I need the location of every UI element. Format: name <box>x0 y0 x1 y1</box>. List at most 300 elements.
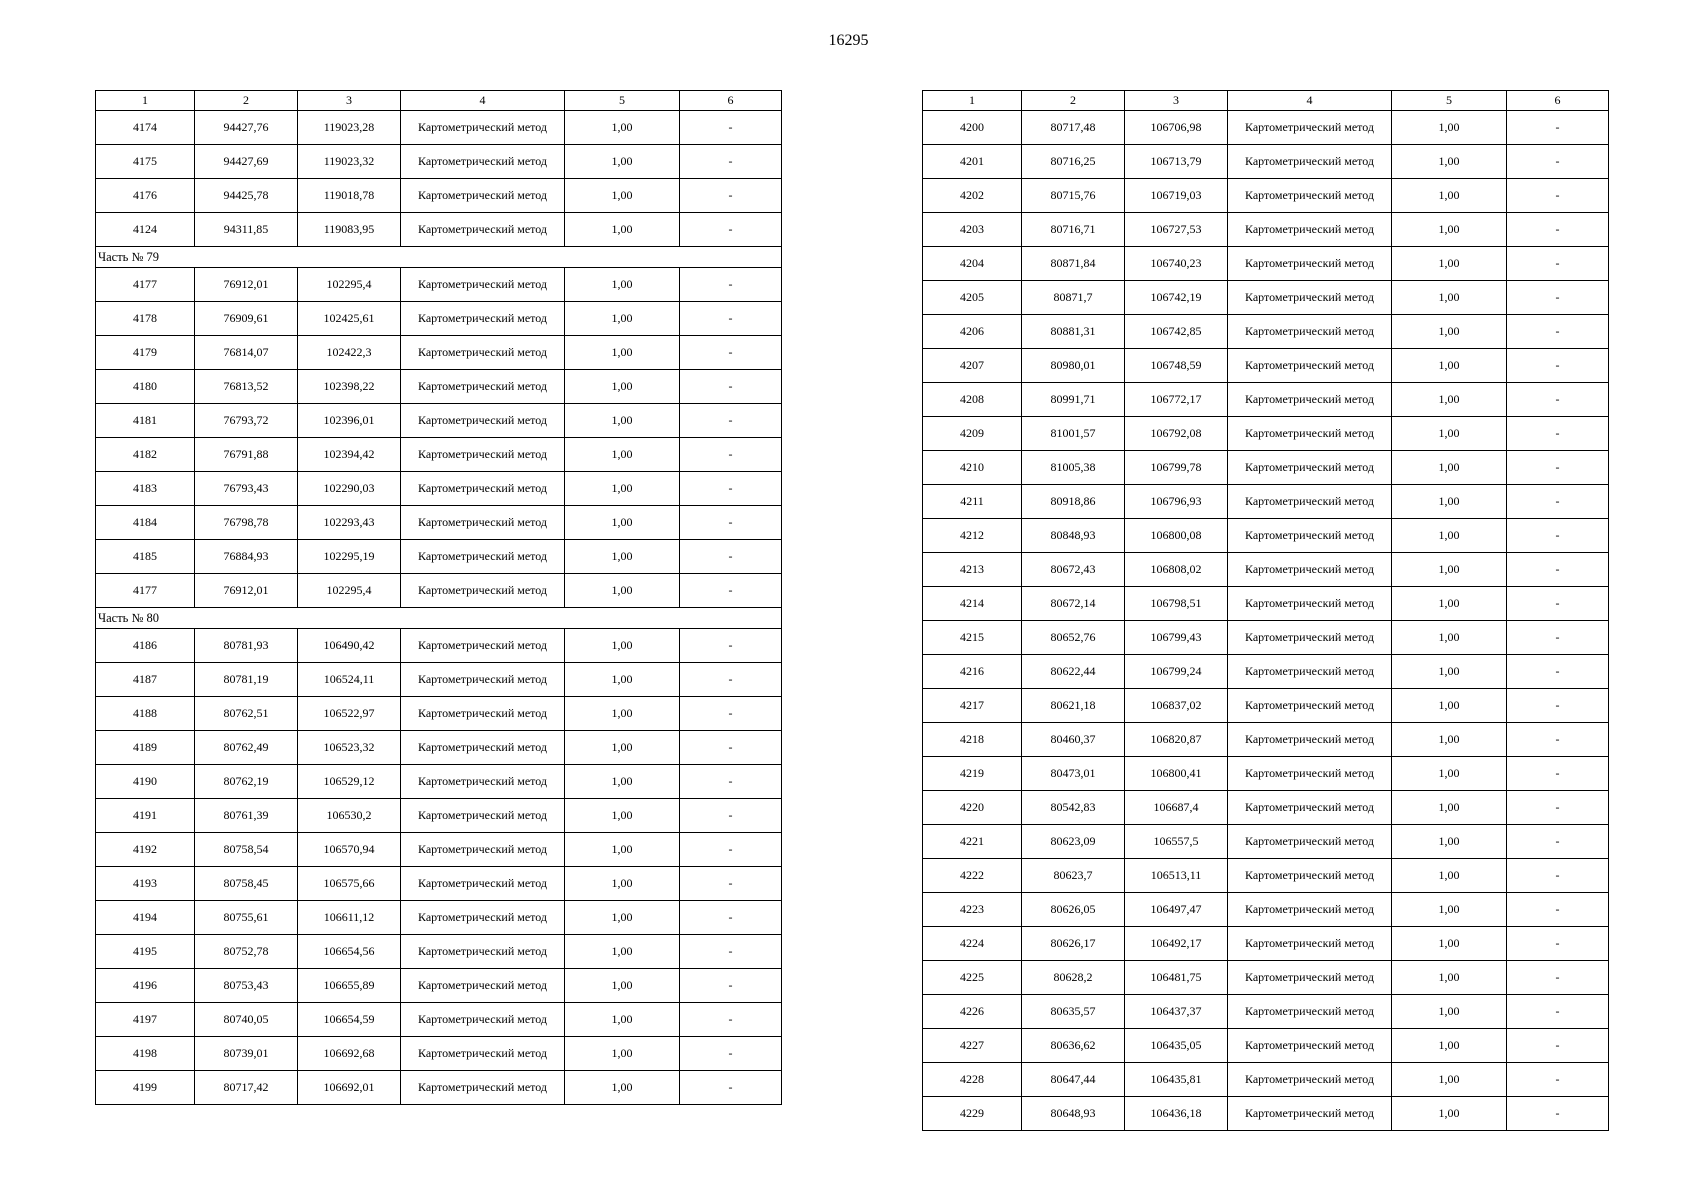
note-cell: - <box>680 629 782 663</box>
note-cell: - <box>1507 383 1609 417</box>
x-coordinate-cell: 80717,48 <box>1022 111 1125 145</box>
table-row <box>96 574 782 608</box>
table-row <box>96 663 782 697</box>
table-row <box>923 723 1609 757</box>
method-cell: Картометрический метод <box>401 867 565 901</box>
y-coordinate-cell: 106435,05 <box>1125 1029 1228 1063</box>
y-coordinate-cell: 102290,03 <box>298 472 401 506</box>
y-coordinate-cell: 106435,81 <box>1125 1063 1228 1097</box>
x-coordinate-cell: 80781,19 <box>195 663 298 697</box>
x-coordinate-cell: 80752,78 <box>195 935 298 969</box>
x-coordinate-cell: 80881,31 <box>1022 315 1125 349</box>
accuracy-cell: 1,00 <box>1392 893 1507 927</box>
method-cell: Картометрический метод <box>1228 247 1392 281</box>
table-row <box>96 179 782 213</box>
accuracy-cell: 1,00 <box>1392 315 1507 349</box>
note-cell: - <box>680 867 782 901</box>
note-cell: - <box>680 506 782 540</box>
x-coordinate-cell: 76793,72 <box>195 404 298 438</box>
header-row <box>923 91 1609 111</box>
table-row <box>96 629 782 663</box>
x-coordinate-cell: 80739,01 <box>195 1037 298 1071</box>
y-coordinate-cell: 102425,61 <box>298 302 401 336</box>
note-cell: - <box>680 370 782 404</box>
method-cell: Картометрический метод <box>1228 961 1392 995</box>
y-coordinate-cell: 106687,4 <box>1125 791 1228 825</box>
x-coordinate-cell: 80762,51 <box>195 697 298 731</box>
table-row <box>96 506 782 540</box>
method-cell: Картометрический метод <box>401 540 565 574</box>
y-coordinate-cell: 106522,97 <box>298 697 401 731</box>
x-coordinate-cell: 80980,01 <box>1022 349 1125 383</box>
table-row <box>923 553 1609 587</box>
method-cell: Картометрический метод <box>1228 825 1392 859</box>
point-number-cell: 4191 <box>96 799 195 833</box>
note-cell: - <box>1507 213 1609 247</box>
method-cell: Картометрический метод <box>401 179 565 213</box>
point-number-cell: 4174 <box>96 111 195 145</box>
y-coordinate-cell: 106529,12 <box>298 765 401 799</box>
accuracy-cell: 1,00 <box>1392 553 1507 587</box>
table-row <box>96 302 782 336</box>
table-row <box>923 213 1609 247</box>
x-coordinate-cell: 80781,93 <box>195 629 298 663</box>
x-coordinate-cell: 94311,85 <box>195 213 298 247</box>
table-row <box>96 969 782 1003</box>
x-coordinate-cell: 80652,76 <box>1022 621 1125 655</box>
x-coordinate-cell: 80753,43 <box>195 969 298 1003</box>
point-number-cell: 4217 <box>923 689 1022 723</box>
column-header: 6 <box>680 91 782 111</box>
method-cell: Картометрический метод <box>1228 757 1392 791</box>
table-row <box>923 995 1609 1029</box>
column-header: 3 <box>298 91 401 111</box>
table-row <box>96 1003 782 1037</box>
method-cell: Картометрический метод <box>401 765 565 799</box>
x-coordinate-cell: 80761,39 <box>195 799 298 833</box>
accuracy-cell: 1,00 <box>1392 1097 1507 1131</box>
x-coordinate-cell: 80636,62 <box>1022 1029 1125 1063</box>
y-coordinate-cell: 106719,03 <box>1125 179 1228 213</box>
point-number-cell: 4124 <box>96 213 195 247</box>
accuracy-cell: 1,00 <box>1392 791 1507 825</box>
point-number-cell: 4195 <box>96 935 195 969</box>
header-row <box>96 91 782 111</box>
accuracy-cell: 1,00 <box>565 765 680 799</box>
table-row <box>96 867 782 901</box>
x-coordinate-cell: 80623,7 <box>1022 859 1125 893</box>
x-coordinate-cell: 80621,18 <box>1022 689 1125 723</box>
table-row <box>923 179 1609 213</box>
point-number-cell: 4204 <box>923 247 1022 281</box>
point-number-cell: 4200 <box>923 111 1022 145</box>
accuracy-cell: 1,00 <box>1392 281 1507 315</box>
table-row <box>923 315 1609 349</box>
y-coordinate-cell: 106497,47 <box>1125 893 1228 927</box>
table-row <box>923 1029 1609 1063</box>
table-row <box>923 247 1609 281</box>
table-row <box>96 111 782 145</box>
note-cell: - <box>1507 111 1609 145</box>
x-coordinate-cell: 76813,52 <box>195 370 298 404</box>
note-cell: - <box>1507 723 1609 757</box>
note-cell: - <box>1507 315 1609 349</box>
method-cell: Картометрический метод <box>401 901 565 935</box>
method-cell: Картометрический метод <box>401 438 565 472</box>
x-coordinate-cell: 76793,43 <box>195 472 298 506</box>
table-row <box>96 901 782 935</box>
table-row <box>96 336 782 370</box>
note-cell: - <box>1507 281 1609 315</box>
table-row <box>96 833 782 867</box>
point-number-cell: 4202 <box>923 179 1022 213</box>
table-row <box>96 213 782 247</box>
note-cell: - <box>1507 995 1609 1029</box>
point-number-cell: 4209 <box>923 417 1022 451</box>
x-coordinate-cell: 80755,61 <box>195 901 298 935</box>
accuracy-cell: 1,00 <box>565 213 680 247</box>
table-row <box>923 927 1609 961</box>
table-row <box>96 404 782 438</box>
method-cell: Картометрический метод <box>1228 179 1392 213</box>
note-cell: - <box>680 731 782 765</box>
note-cell: - <box>1507 179 1609 213</box>
method-cell: Картометрический метод <box>1228 1029 1392 1063</box>
accuracy-cell: 1,00 <box>1392 417 1507 451</box>
note-cell: - <box>680 472 782 506</box>
table-row <box>923 961 1609 995</box>
table-row <box>96 268 782 302</box>
note-cell: - <box>680 1003 782 1037</box>
y-coordinate-cell: 106436,18 <box>1125 1097 1228 1131</box>
column-header: 1 <box>96 91 195 111</box>
method-cell: Картометрический метод <box>1228 995 1392 1029</box>
table-row <box>923 757 1609 791</box>
note-cell: - <box>1507 825 1609 859</box>
note-cell: - <box>1507 587 1609 621</box>
point-number-cell: 4197 <box>96 1003 195 1037</box>
table-row <box>923 1097 1609 1131</box>
note-cell: - <box>680 302 782 336</box>
method-cell: Картометрический метод <box>401 731 565 765</box>
method-cell: Картометрический метод <box>401 404 565 438</box>
x-coordinate-cell: 80460,37 <box>1022 723 1125 757</box>
x-coordinate-cell: 80991,71 <box>1022 383 1125 417</box>
method-cell: Картометрический метод <box>1228 655 1392 689</box>
method-cell: Картометрический метод <box>1228 213 1392 247</box>
section-title: Часть № 80 <box>96 608 782 629</box>
x-coordinate-cell: 94427,69 <box>195 145 298 179</box>
table-row <box>923 383 1609 417</box>
y-coordinate-cell: 106692,01 <box>298 1071 401 1105</box>
method-cell: Картометрический метод <box>1228 281 1392 315</box>
method-cell: Картометрический метод <box>1228 485 1392 519</box>
x-coordinate-cell: 94425,78 <box>195 179 298 213</box>
table-row <box>96 540 782 574</box>
note-cell: - <box>680 111 782 145</box>
note-cell: - <box>1507 485 1609 519</box>
note-cell: - <box>680 765 782 799</box>
accuracy-cell: 1,00 <box>565 935 680 969</box>
point-number-cell: 4175 <box>96 145 195 179</box>
method-cell: Картометрический метод <box>401 268 565 302</box>
point-number-cell: 4203 <box>923 213 1022 247</box>
x-coordinate-cell: 80622,44 <box>1022 655 1125 689</box>
y-coordinate-cell: 106837,02 <box>1125 689 1228 723</box>
note-cell: - <box>680 336 782 370</box>
column-header: 5 <box>565 91 680 111</box>
accuracy-cell: 1,00 <box>565 799 680 833</box>
y-coordinate-cell: 102394,42 <box>298 438 401 472</box>
x-coordinate-cell: 81005,38 <box>1022 451 1125 485</box>
x-coordinate-cell: 80623,09 <box>1022 825 1125 859</box>
y-coordinate-cell: 102295,19 <box>298 540 401 574</box>
accuracy-cell: 1,00 <box>1392 723 1507 757</box>
accuracy-cell: 1,00 <box>1392 927 1507 961</box>
column-header: 3 <box>1125 91 1228 111</box>
point-number-cell: 4181 <box>96 404 195 438</box>
page-number: 16295 <box>828 32 869 49</box>
column-header: 2 <box>1022 91 1125 111</box>
note-cell: - <box>1507 927 1609 961</box>
method-cell: Картометрический метод <box>1228 553 1392 587</box>
point-number-cell: 4225 <box>923 961 1022 995</box>
column-header: 4 <box>401 91 565 111</box>
x-coordinate-cell: 80716,71 <box>1022 213 1125 247</box>
point-number-cell: 4193 <box>96 867 195 901</box>
method-cell: Картометрический метод <box>1228 315 1392 349</box>
accuracy-cell: 1,00 <box>565 969 680 1003</box>
column-header: 6 <box>1507 91 1609 111</box>
method-cell: Картометрический метод <box>401 799 565 833</box>
table-row <box>923 893 1609 927</box>
x-coordinate-cell: 76909,61 <box>195 302 298 336</box>
table-row <box>923 791 1609 825</box>
point-number-cell: 4207 <box>923 349 1022 383</box>
method-cell: Картометрический метод <box>1228 451 1392 485</box>
point-number-cell: 4196 <box>96 969 195 1003</box>
note-cell: - <box>1507 451 1609 485</box>
method-cell: Картометрический метод <box>401 213 565 247</box>
method-cell: Картометрический метод <box>1228 927 1392 961</box>
y-coordinate-cell: 102293,43 <box>298 506 401 540</box>
table-row <box>923 621 1609 655</box>
x-coordinate-cell: 80626,05 <box>1022 893 1125 927</box>
note-cell: - <box>1507 757 1609 791</box>
coordinates-table-right <box>922 90 1609 1131</box>
accuracy-cell: 1,00 <box>1392 145 1507 179</box>
method-cell: Картометрический метод <box>401 935 565 969</box>
method-cell: Картометрический метод <box>1228 689 1392 723</box>
y-coordinate-cell: 106798,51 <box>1125 587 1228 621</box>
point-number-cell: 4206 <box>923 315 1022 349</box>
method-cell: Картометрический метод <box>1228 893 1392 927</box>
x-coordinate-cell: 80717,42 <box>195 1071 298 1105</box>
table-row <box>96 472 782 506</box>
note-cell: - <box>1507 247 1609 281</box>
note-cell: - <box>680 438 782 472</box>
y-coordinate-cell: 119023,28 <box>298 111 401 145</box>
note-cell: - <box>680 145 782 179</box>
y-coordinate-cell: 106800,08 <box>1125 519 1228 553</box>
y-coordinate-cell: 106799,24 <box>1125 655 1228 689</box>
x-coordinate-cell: 76912,01 <box>195 268 298 302</box>
table-row <box>923 519 1609 553</box>
note-cell: - <box>1507 859 1609 893</box>
accuracy-cell: 1,00 <box>565 1003 680 1037</box>
table-row <box>923 1063 1609 1097</box>
point-number-cell: 4226 <box>923 995 1022 1029</box>
table-row <box>923 859 1609 893</box>
y-coordinate-cell: 106692,68 <box>298 1037 401 1071</box>
note-cell: - <box>1507 1029 1609 1063</box>
table-row <box>96 935 782 969</box>
accuracy-cell: 1,00 <box>1392 995 1507 1029</box>
y-coordinate-cell: 102396,01 <box>298 404 401 438</box>
y-coordinate-cell: 106570,94 <box>298 833 401 867</box>
method-cell: Картометрический метод <box>1228 859 1392 893</box>
point-number-cell: 4205 <box>923 281 1022 315</box>
method-cell: Картометрический метод <box>401 506 565 540</box>
table-row <box>96 731 782 765</box>
y-coordinate-cell: 106820,87 <box>1125 723 1228 757</box>
accuracy-cell: 1,00 <box>565 179 680 213</box>
note-cell: - <box>680 179 782 213</box>
point-number-cell: 4227 <box>923 1029 1022 1063</box>
x-coordinate-cell: 76884,93 <box>195 540 298 574</box>
note-cell: - <box>680 574 782 608</box>
note-cell: - <box>1507 689 1609 723</box>
note-cell: - <box>1507 1097 1609 1131</box>
y-coordinate-cell: 119023,32 <box>298 145 401 179</box>
table-row <box>923 349 1609 383</box>
accuracy-cell: 1,00 <box>565 506 680 540</box>
y-coordinate-cell: 106727,53 <box>1125 213 1228 247</box>
point-number-cell: 4210 <box>923 451 1022 485</box>
y-coordinate-cell: 119018,78 <box>298 179 401 213</box>
accuracy-cell: 1,00 <box>1392 961 1507 995</box>
accuracy-cell: 1,00 <box>1392 383 1507 417</box>
point-number-cell: 4221 <box>923 825 1022 859</box>
y-coordinate-cell: 106796,93 <box>1125 485 1228 519</box>
accuracy-cell: 1,00 <box>565 901 680 935</box>
x-coordinate-cell: 80871,84 <box>1022 247 1125 281</box>
y-coordinate-cell: 106772,17 <box>1125 383 1228 417</box>
note-cell: - <box>1507 621 1609 655</box>
y-coordinate-cell: 106742,19 <box>1125 281 1228 315</box>
accuracy-cell: 1,00 <box>565 1037 680 1071</box>
accuracy-cell: 1,00 <box>1392 1029 1507 1063</box>
table-row <box>923 689 1609 723</box>
y-coordinate-cell: 106808,02 <box>1125 553 1228 587</box>
method-cell: Картометрический метод <box>1228 791 1392 825</box>
accuracy-cell: 1,00 <box>565 404 680 438</box>
method-cell: Картометрический метод <box>401 1037 565 1071</box>
y-coordinate-cell: 119083,95 <box>298 213 401 247</box>
method-cell: Картометрический метод <box>401 145 565 179</box>
note-cell: - <box>1507 1063 1609 1097</box>
y-coordinate-cell: 106799,43 <box>1125 621 1228 655</box>
note-cell: - <box>680 663 782 697</box>
y-coordinate-cell: 106575,66 <box>298 867 401 901</box>
note-cell: - <box>680 268 782 302</box>
accuracy-cell: 1,00 <box>565 833 680 867</box>
accuracy-cell: 1,00 <box>1392 655 1507 689</box>
method-cell: Картометрический метод <box>1228 111 1392 145</box>
x-coordinate-cell: 80672,43 <box>1022 553 1125 587</box>
accuracy-cell: 1,00 <box>1392 213 1507 247</box>
accuracy-cell: 1,00 <box>565 629 680 663</box>
point-number-cell: 4216 <box>923 655 1022 689</box>
note-cell: - <box>680 799 782 833</box>
point-number-cell: 4179 <box>96 336 195 370</box>
accuracy-cell: 1,00 <box>565 111 680 145</box>
y-coordinate-cell: 106524,11 <box>298 663 401 697</box>
note-cell: - <box>680 833 782 867</box>
y-coordinate-cell: 106706,98 <box>1125 111 1228 145</box>
column-header: 4 <box>1228 91 1392 111</box>
accuracy-cell: 1,00 <box>565 336 680 370</box>
note-cell: - <box>1507 961 1609 995</box>
point-number-cell: 4199 <box>96 1071 195 1105</box>
accuracy-cell: 1,00 <box>565 574 680 608</box>
y-coordinate-cell: 106437,37 <box>1125 995 1228 1029</box>
y-coordinate-cell: 106513,11 <box>1125 859 1228 893</box>
point-number-cell: 4201 <box>923 145 1022 179</box>
table-row <box>923 485 1609 519</box>
y-coordinate-cell: 106799,78 <box>1125 451 1228 485</box>
method-cell: Картометрический метод <box>1228 383 1392 417</box>
x-coordinate-cell: 80648,93 <box>1022 1097 1125 1131</box>
note-cell: - <box>1507 417 1609 451</box>
note-cell: - <box>680 404 782 438</box>
method-cell: Картометрический метод <box>1228 1097 1392 1131</box>
accuracy-cell: 1,00 <box>565 145 680 179</box>
y-coordinate-cell: 106557,5 <box>1125 825 1228 859</box>
y-coordinate-cell: 106654,56 <box>298 935 401 969</box>
y-coordinate-cell: 106713,79 <box>1125 145 1228 179</box>
point-number-cell: 4218 <box>923 723 1022 757</box>
accuracy-cell: 1,00 <box>565 697 680 731</box>
accuracy-cell: 1,00 <box>1392 825 1507 859</box>
y-coordinate-cell: 106740,23 <box>1125 247 1228 281</box>
x-coordinate-cell: 80758,45 <box>195 867 298 901</box>
method-cell: Картометрический метод <box>401 336 565 370</box>
accuracy-cell: 1,00 <box>1392 689 1507 723</box>
note-cell: - <box>1507 519 1609 553</box>
x-coordinate-cell: 80672,14 <box>1022 587 1125 621</box>
table-row <box>96 145 782 179</box>
method-cell: Картометрический метод <box>401 472 565 506</box>
x-coordinate-cell: 80848,93 <box>1022 519 1125 553</box>
point-number-cell: 4224 <box>923 927 1022 961</box>
table-row <box>96 697 782 731</box>
method-cell: Картометрический метод <box>1228 519 1392 553</box>
x-coordinate-cell: 80871,7 <box>1022 281 1125 315</box>
accuracy-cell: 1,00 <box>1392 179 1507 213</box>
note-cell: - <box>1507 791 1609 825</box>
accuracy-cell: 1,00 <box>565 731 680 765</box>
method-cell: Картометрический метод <box>1228 349 1392 383</box>
note-cell: - <box>1507 553 1609 587</box>
method-cell: Картометрический метод <box>401 1003 565 1037</box>
table-row <box>923 825 1609 859</box>
point-number-cell: 4182 <box>96 438 195 472</box>
coordinates-table-left <box>95 90 782 1105</box>
accuracy-cell: 1,00 <box>565 370 680 404</box>
y-coordinate-cell: 106492,17 <box>1125 927 1228 961</box>
accuracy-cell: 1,00 <box>565 867 680 901</box>
